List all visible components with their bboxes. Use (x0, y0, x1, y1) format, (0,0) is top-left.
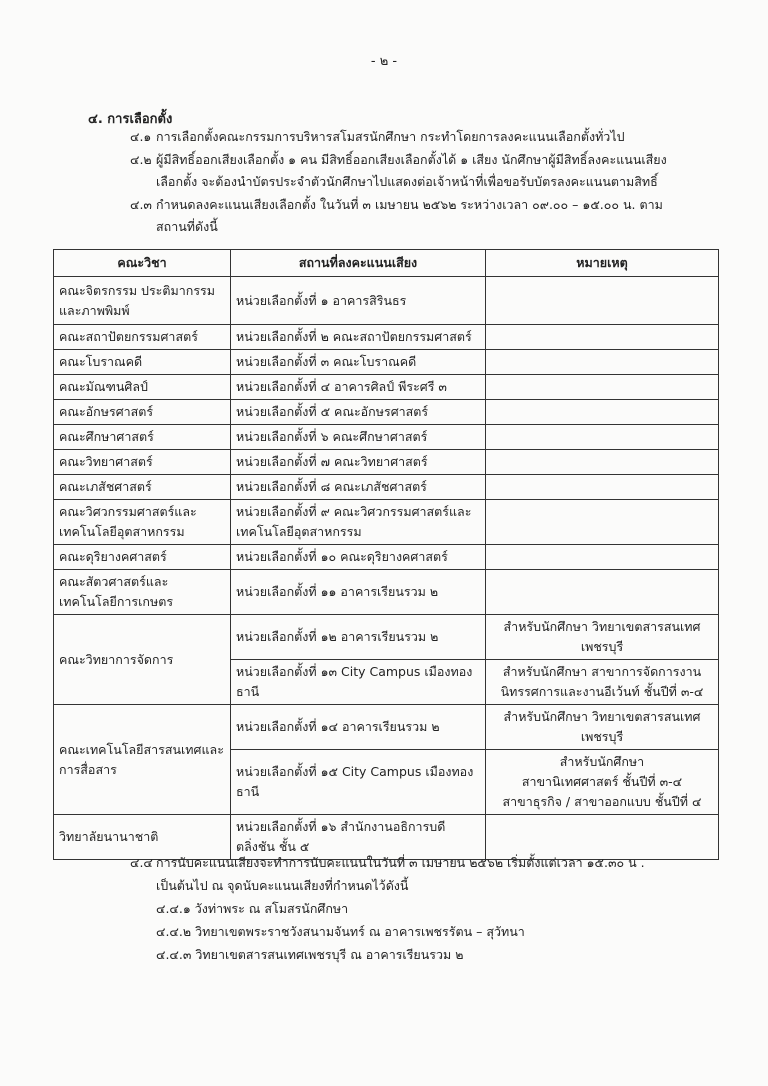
note-line: สำหรับนักศึกษา (559, 754, 645, 769)
counting-item: ๔.๔.๑ วังท่าพระ ณ สโมสรนักศึกษา (156, 901, 349, 916)
note-cell (486, 375, 719, 400)
table-row (54, 500, 719, 545)
note-cell: สำหรับนักศึกษา วิทยาเขตสารสนเทศเพชรบุรี (486, 615, 719, 660)
clause-text: การนับคะแนนเสียงจะทำการนับคะแนนในวันที่ ๓ เมษายน ๒๕๖๒ เริ่มตั้งแต่เวลา ๑๕.๓๐ น . (156, 855, 645, 870)
note-cell (486, 277, 719, 325)
counting-line-1 (130, 851, 710, 874)
table-row (54, 450, 719, 475)
counting-item: ๔.๔.๒ วิทยาเขตพระราชวังสนามจันทร์ ณ อาคารเพชรรัตน – สุวัทนา (156, 924, 525, 939)
header-note: หมายเหตุ (486, 250, 719, 277)
faculty-cell: คณะศึกษาศาสตร์ (54, 425, 231, 450)
faculty-cell: คณะดุริยางคศาสตร์ (54, 545, 231, 570)
place-cell: หน่วยเลือกตั้งที่ ๑๑ อาคารเรียนรวม ๒ (231, 570, 486, 615)
clause-number: ๔.๔ (130, 855, 153, 870)
table-header-row (54, 250, 719, 277)
clause-text: การเลือกตั้งคณะกรรมการบริหารสโมสรนักศึกษา กระทำโดยการลงคะแนนเลือกตั้งทั่วไป (156, 129, 625, 144)
table-row (54, 615, 719, 660)
note-cell (486, 500, 719, 545)
section-heading: ๔. การเลือกตั้ง (88, 112, 173, 127)
clause-text: ผู้มีสิทธิ์ออกเสียงเลือกตั้ง ๑ คน มีสิทธิ์ออกเสียงเลือกตั้งได้ ๑ เสียง นักศึกษาผู้มีสิทธิ์ลงคะแนนเสียง (156, 152, 667, 167)
faculty-cell: คณะโบราณคดี (54, 350, 231, 375)
faculty-cell: คณะวิทยาการจัดการ (54, 615, 231, 705)
note-cell (486, 325, 719, 350)
polling-station-table (53, 249, 719, 860)
faculty-cell: คณะวิศวกรรมศาสตร์และเทคโนโลยีอุตสาหกรรม (54, 500, 231, 545)
clause-4-2 (130, 149, 690, 193)
note-line: สาขาธุรกิจ / สาขาออกแบบ ชั้นปีที่ ๔ (502, 794, 702, 809)
table-row (54, 325, 719, 350)
faculty-cell: คณะเภสัชศาสตร์ (54, 475, 231, 500)
clause-4-3 (130, 194, 690, 238)
place-cell: หน่วยเลือกตั้งที่ ๔ อาคารศิลป์ พีระศรี ๓ (231, 375, 486, 400)
place-cell: หน่วยเลือกตั้งที่ ๑๒ อาคารเรียนรวม ๒ (231, 615, 486, 660)
faculty-cell: คณะเทคโนโลยีสารสนเทศและการสื่อสาร (54, 705, 231, 815)
place-cell: หน่วยเลือกตั้งที่ ๑ อาคารสิรินธร (231, 277, 486, 325)
faculty-cell: คณะจิตรกรรม ประติมากรรม และภาพพิมพ์ (54, 277, 231, 325)
note-cell (486, 545, 719, 570)
clause-number: ๔.๓ (130, 197, 152, 212)
place-cell: หน่วยเลือกตั้งที่ ๑๕ City Campus เมืองทองธานี (231, 750, 486, 815)
table-row (54, 375, 719, 400)
clause-text: กำหนดลงคะแนนเสียงเลือกตั้ง ในวันที่ ๓ เมษายน ๒๕๖๒ ระหว่างเวลา ๐๙.๐๐ – ๑๕.๐๐ น. ตาม (156, 197, 663, 212)
faculty-cell: คณะสถาปัตยกรรมศาสตร์ (54, 325, 231, 350)
clause-number: ๔.๑ (130, 129, 152, 144)
table-row (54, 400, 719, 425)
place-cell: หน่วยเลือกตั้งที่ ๗ คณะวิทยาศาสตร์ (231, 450, 486, 475)
faculty-cell: คณะมัณฑนศิลป์ (54, 375, 231, 400)
table-row (54, 350, 719, 375)
note-cell (486, 475, 719, 500)
faculty-cell: วิทยาลัยนานาชาติ (54, 815, 231, 860)
note-cell (486, 350, 719, 375)
note-cell: สำหรับนักศึกษา สาขาการจัดการงานนิทรรศการและงานอีเว้นท์ ชั้นปีที่ ๓-๔ (486, 660, 719, 705)
header-place: สถานที่ลงคะแนนเสียง (231, 250, 486, 277)
header-faculty: คณะวิชา (54, 250, 231, 277)
place-cell: หน่วยเลือกตั้งที่ ๘ คณะเภสัชศาสตร์ (231, 475, 486, 500)
note-cell: สำหรับนักศึกษา วิทยาเขตสารสนเทศเพชรบุรี (486, 705, 719, 750)
table-row (54, 277, 719, 325)
note-cell (486, 750, 719, 815)
note-cell (486, 570, 719, 615)
place-cell: หน่วยเลือกตั้งที่ ๑๓ City Campus เมืองทองธานี (231, 660, 486, 705)
place-cell: หน่วยเลือกตั้งที่ ๑๖ สำนักงานอธิการบดี ตลิ่งชัน ชั้น ๕ (231, 815, 486, 860)
table-row (54, 570, 719, 615)
place-cell: หน่วยเลือกตั้งที่ ๓ คณะโบราณคดี (231, 350, 486, 375)
clause-text-cont: เลือกตั้ง จะต้องนำบัตรประจำตัวนักศึกษาไปแสดงต่อเจ้าหน้าที่เพื่อขอรับบัตรลงคะแนนตามสิทธิ์ (156, 174, 658, 189)
note-cell (486, 425, 719, 450)
clause-number: ๔.๒ (130, 152, 152, 167)
clause-text-cont: สถานที่ดังนี้ (156, 219, 218, 234)
counting-line-2: เป็นต้นไป ณ จุดนับคะแนนเสียงที่กำหนดไว้ดังนี้ (156, 878, 409, 893)
note-cell (486, 400, 719, 425)
note-cell (486, 450, 719, 475)
page-number: - ๒ - (370, 54, 398, 69)
place-cell: หน่วยเลือกตั้งที่ ๖ คณะศึกษาศาสตร์ (231, 425, 486, 450)
table-row (54, 545, 719, 570)
place-cell: หน่วยเลือกตั้งที่ ๒ คณะสถาปัตยกรรมศาสตร์ (231, 325, 486, 350)
clause-4-1 (130, 126, 690, 148)
table-row (54, 425, 719, 450)
faculty-cell: คณะอักษรศาสตร์ (54, 400, 231, 425)
clause-4-4 (130, 851, 710, 966)
table-row (54, 705, 719, 750)
place-cell: หน่วยเลือกตั้งที่ ๕ คณะอักษรศาสตร์ (231, 400, 486, 425)
table-row (54, 475, 719, 500)
place-cell: หน่วยเลือกตั้งที่ ๑๐ คณะดุริยางคศาสตร์ (231, 545, 486, 570)
counting-item: ๔.๔.๓ วิทยาเขตสารสนเทศเพชรบุรี ณ อาคารเรียนรวม ๒ (156, 947, 464, 962)
place-cell: หน่วยเลือกตั้งที่ ๑๔ อาคารเรียนรวม ๒ (231, 705, 486, 750)
faculty-cell: คณะวิทยาศาสตร์ (54, 450, 231, 475)
note-line: สาขานิเทศศาสตร์ ชั้นปีที่ ๓-๔ (521, 774, 683, 789)
place-cell: หน่วยเลือกตั้งที่ ๙ คณะวิศวกรรมศาสตร์และเทคโนโลยีอุตสาหกรรม (231, 500, 486, 545)
faculty-cell: คณะสัตวศาสตร์และเทคโนโลยีการเกษตร (54, 570, 231, 615)
